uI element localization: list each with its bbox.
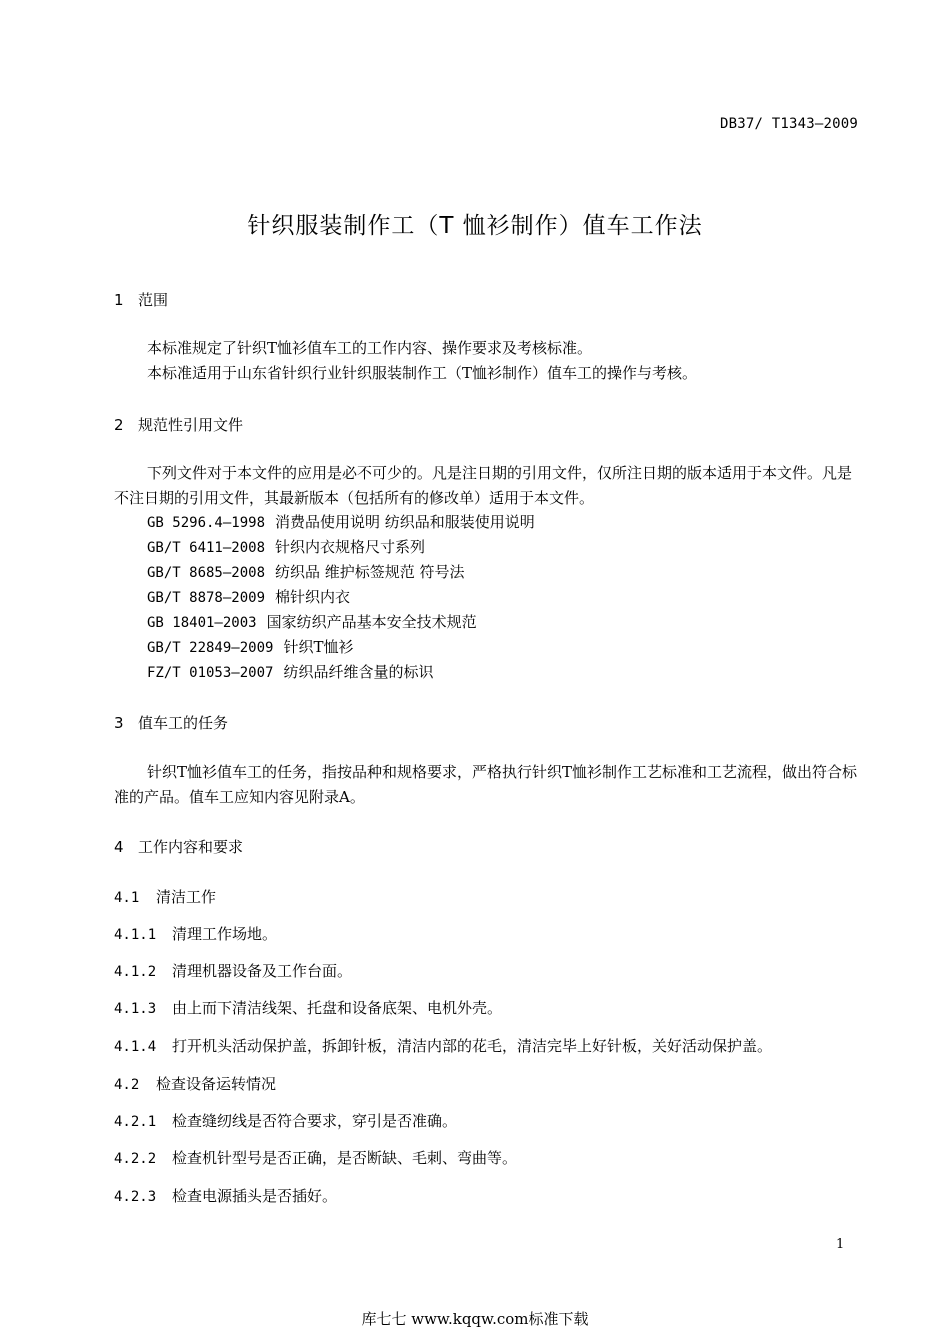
reference-item <box>147 586 350 607</box>
section-1-heading <box>114 289 168 310</box>
clause-number: 4.1.3 <box>114 1001 157 1017</box>
reference-code: GB/T 22849—2009 <box>147 640 274 656</box>
reference-item <box>147 661 433 682</box>
clause-text: 清理机器设备及工作台面。 <box>172 962 353 980</box>
clause-text: 清理工作场地。 <box>172 925 278 943</box>
subsection-number: 4.1 <box>114 890 140 906</box>
clause-text: 检查机针型号是否正确，是否断缺、毛刺、弯曲等。 <box>172 1149 518 1167</box>
clause-text: 检查电源插头是否插好。 <box>172 1187 338 1205</box>
clause-text: 由上而下清洁线架、托盘和设备底架、电机外壳。 <box>172 999 503 1017</box>
clause-text: 打开机头活动保护盖，拆卸针板，清洁内部的花毛，清洁完毕上好针板，关好活动保护盖。 <box>172 1037 773 1055</box>
clause-item <box>114 997 502 1018</box>
reference-code: GB 18401—2003 <box>147 615 257 631</box>
section-title: 工作内容和要求 <box>138 838 244 856</box>
section-2-heading <box>114 414 243 435</box>
section-1-paragraph-1: 本标准规定了针织T恤衫值车工的工作内容、操作要求及考核标准。 <box>147 339 593 357</box>
subsection-title: 清洁工作 <box>156 888 217 906</box>
reference-code: GB/T 8685—2008 <box>147 565 266 581</box>
page-title: 针织服装制作工（T 恤衫制作）值车工作法 <box>247 213 703 239</box>
clause-item <box>114 1110 457 1131</box>
clause-item <box>114 960 352 981</box>
reference-name: 国家纺织产品基本安全技术规范 <box>266 613 477 631</box>
reference-name: 纺织品纤维含量的标识 <box>283 663 434 681</box>
reference-code: FZ/T 01053—2007 <box>147 665 274 681</box>
document-code: DB37/ T1343—2009 <box>719 116 858 132</box>
section-1-paragraph-2: 本标准适用于山东省针织行业针织服装制作工（T恤衫制作）值车工的操作与考核。 <box>147 364 698 382</box>
subsection-title: 检查设备运转情况 <box>156 1075 277 1093</box>
reference-name: 纺织品 维护标签规范 符号法 <box>275 563 465 581</box>
section-number: 2 <box>114 416 124 434</box>
subsection-4-1-heading <box>114 886 216 907</box>
subsection-number: 4.2 <box>114 1077 140 1093</box>
clause-item <box>114 1035 772 1056</box>
clause-number: 4.2.3 <box>114 1189 157 1205</box>
clause-text: 检查缝纫线是否符合要求，穿引是否准确。 <box>172 1112 458 1130</box>
reference-code: GB/T 6411—2008 <box>147 540 266 556</box>
subsection-4-2-heading <box>114 1073 276 1094</box>
clause-item <box>114 1185 337 1206</box>
section-title: 范围 <box>138 291 169 309</box>
section-4-heading <box>114 836 243 857</box>
section-3-paragraph-1: 针织T恤衫值车工的任务，指按品种和规格要求，严格执行针织T恤衫制作工艺标准和工艺流程，做出符合标准的产品。值车工应知内容见附录A。 <box>114 763 858 806</box>
clause-number: 4.1.1 <box>114 927 157 943</box>
reference-item <box>147 561 465 582</box>
section-number: 1 <box>114 291 124 309</box>
clause-number: 4.1.4 <box>114 1039 157 1055</box>
clause-number: 4.1.2 <box>114 964 157 980</box>
reference-item <box>147 536 425 557</box>
reference-name: 针织T恤衫 <box>283 638 354 656</box>
reference-code: GB 5296.4—1998 <box>147 515 266 531</box>
reference-name: 棉针织内衣 <box>275 588 351 606</box>
reference-item <box>147 611 477 632</box>
clause-number: 4.2.2 <box>114 1151 157 1167</box>
section-number: 4 <box>114 838 124 856</box>
clause-item <box>114 1147 517 1168</box>
reference-code: GB/T 8878—2009 <box>147 590 266 606</box>
section-title: 规范性引用文件 <box>138 416 244 434</box>
page-number: 1 <box>836 1237 845 1252</box>
section-number: 3 <box>114 714 124 732</box>
reference-item <box>147 511 535 532</box>
reference-item <box>147 636 353 657</box>
footer-watermark: 库七七 www.kqqw.com标准下载 <box>361 1310 589 1328</box>
section-3-heading <box>114 712 228 733</box>
clause-number: 4.2.1 <box>114 1114 157 1130</box>
section-2-paragraph-1: 下列文件对于本文件的应用是必不可少的。凡是注日期的引用文件，仅所注日期的版本适用于本文件。凡是不注日期的引用文件，其最新版本（包括所有的修改单）适用于本文件。 <box>114 464 853 507</box>
clause-item <box>114 923 277 944</box>
section-title: 值车工的任务 <box>138 714 229 732</box>
reference-name: 消费品使用说明 纺织品和服装使用说明 <box>275 513 535 531</box>
reference-name: 针织内衣规格尺寸系列 <box>275 538 426 556</box>
